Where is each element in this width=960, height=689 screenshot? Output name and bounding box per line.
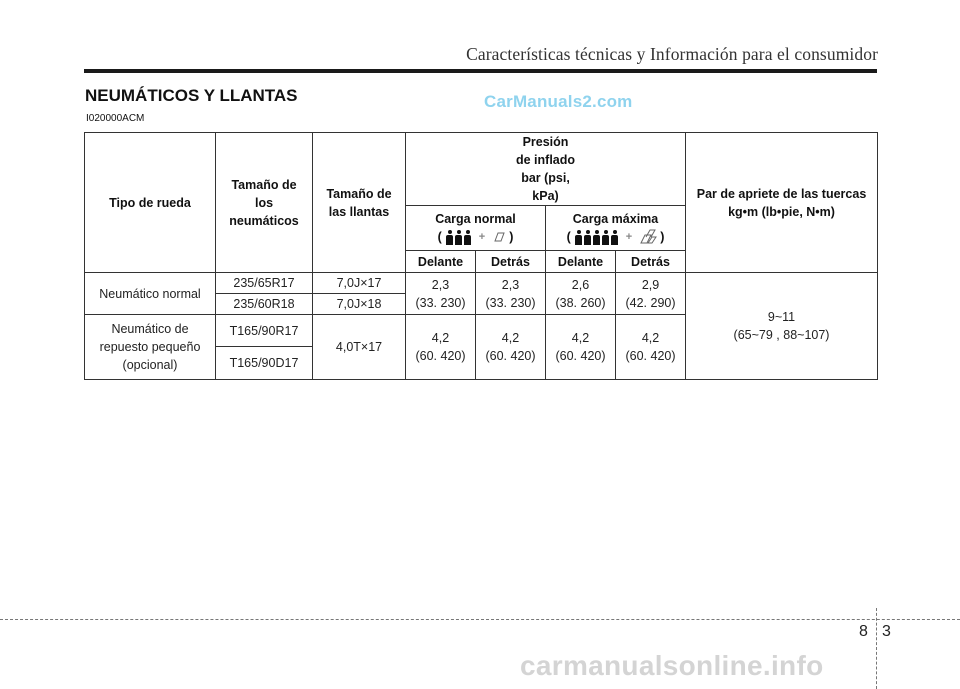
page-number: 3 (882, 623, 891, 640)
torque-sub: (65~79 , 88~107) (733, 328, 830, 342)
normal-rear-normal-pressure (476, 273, 546, 315)
section-code: I020000ACM (86, 113, 145, 124)
header-pressure: Presión de inflado bar (psi, kPa) (406, 133, 686, 206)
five-passengers-icon (574, 230, 619, 245)
normal-load-icon-row: ( + ) (437, 229, 514, 244)
pressure-value: 2,3 (431, 277, 450, 292)
normal-rim-size-2: 7,0J×18 (313, 294, 406, 315)
normal-front-normal-pressure (406, 273, 476, 315)
section-title: NEUMÁTICOS Y LLANTAS (85, 86, 298, 105)
pressure-sub: (33. 230) (485, 295, 536, 310)
pressure-sub: (60. 420) (625, 349, 676, 363)
torque-value: 9~11 (767, 310, 796, 324)
footer-divider (0, 619, 960, 620)
spare-rear-normal-pressure (476, 315, 546, 380)
normal-rim-size-1: 7,0J×17 (313, 273, 406, 294)
full-luggage-icon (639, 229, 657, 245)
spare-rear-max-pressure (616, 315, 686, 380)
watermark-top: CarManuals2.com (484, 92, 633, 111)
normal-rear-max-pressure (616, 273, 686, 315)
tire-spec-table (84, 132, 878, 380)
normal-load-label: Carga normal (435, 211, 516, 226)
pressure-sub: (60. 420) (555, 349, 606, 363)
spare-rim-size: 4,0T×17 (313, 315, 406, 380)
pressure-value: 2,3 (501, 277, 520, 292)
normal-front-max-pressure (546, 273, 616, 315)
spare-front-max-pressure (546, 315, 616, 380)
header-max-front: Delante (546, 251, 616, 273)
header-wheel-type: Tipo de rueda (85, 133, 216, 273)
normal-tire-label: Neumático normal (85, 273, 216, 315)
table-row (85, 273, 878, 294)
pressure-value: 4,2 (501, 331, 520, 345)
three-passengers-icon (445, 230, 472, 245)
header-normal-rear: Detrás (476, 251, 546, 273)
page-chapter: 8 (859, 623, 868, 640)
pressure-sub: (38. 260) (555, 295, 606, 310)
pressure-value: 4,2 (431, 331, 450, 345)
watermark-bottom: carmanualsonline.info (520, 650, 824, 681)
normal-tire-size-1: 235/65R17 (216, 273, 313, 294)
light-luggage-icon (492, 231, 506, 243)
footer-page-divider (876, 608, 877, 689)
header-tire-size: Tamaño de los neumáticos (216, 133, 313, 273)
pressure-sub: (33. 230) (415, 295, 466, 310)
header-normal-load (406, 206, 546, 251)
header-max-load (546, 206, 686, 251)
pressure-sub: (60. 420) (415, 349, 466, 363)
spare-tire-label: Neumático de repuesto pequeño (opcional) (85, 315, 216, 380)
pressure-sub: (60. 420) (485, 349, 536, 363)
max-load-label: Carga máxima (572, 211, 659, 226)
pressure-value: 4,2 (571, 331, 590, 345)
spare-tire-size-2: T165/90D17 (216, 347, 313, 380)
header-normal-front: Delante (406, 251, 476, 273)
pressure-sub: (42. 290) (625, 295, 676, 310)
pressure-value: 2,6 (571, 277, 590, 292)
header-rim-size: Tamaño de las llantas (313, 133, 406, 273)
pressure-value: 4,2 (641, 331, 660, 345)
header-max-rear: Detrás (616, 251, 686, 273)
spare-front-normal-pressure (406, 315, 476, 380)
normal-tire-size-2: 235/60R18 (216, 294, 313, 315)
torque-value-cell (686, 273, 878, 380)
header-rule (84, 69, 877, 73)
spare-tire-size-1: T165/90R17 (216, 315, 313, 347)
header-torque: Par de apriete de las tuercas kg•m (lb•pie, N•m) (686, 133, 878, 273)
max-load-icon-row: ( + ) (566, 229, 665, 244)
pressure-value: 2,9 (641, 277, 660, 292)
header-title: Características técnicas y Información para el consumidor (466, 44, 878, 64)
